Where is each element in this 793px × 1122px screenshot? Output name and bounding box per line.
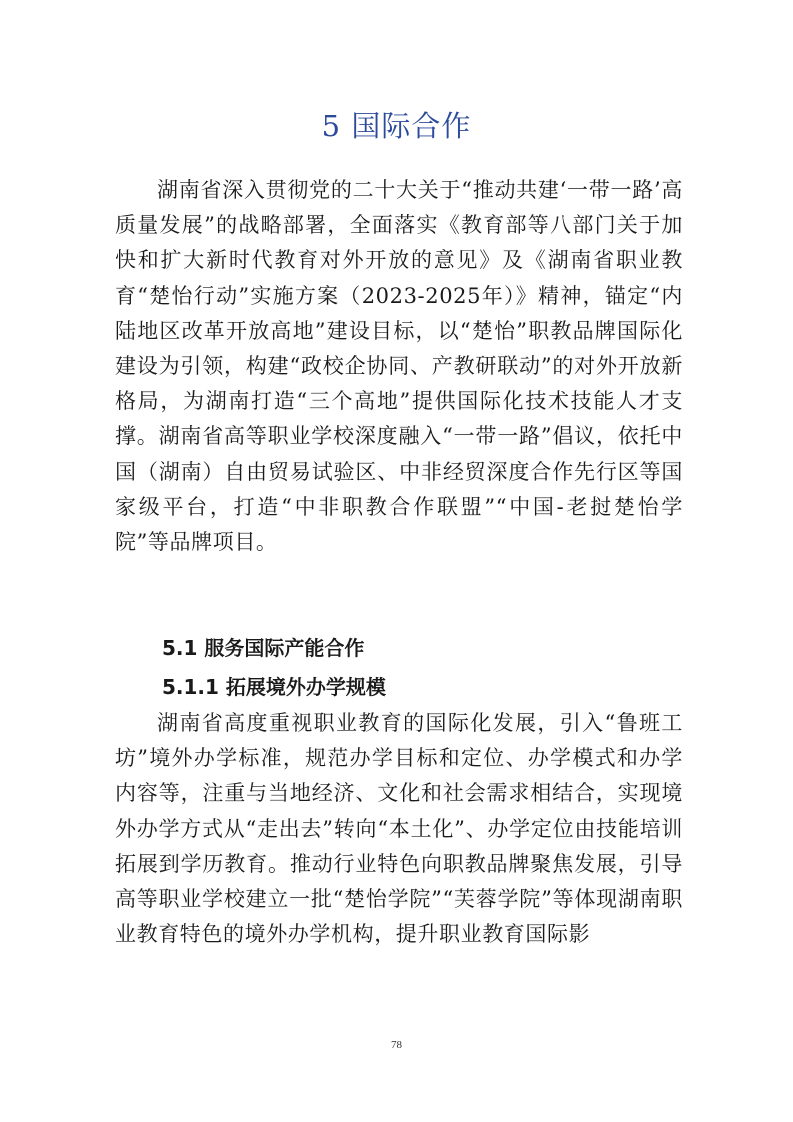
- page-number: 78: [391, 1039, 402, 1051]
- subsection-heading: 5.1.1 拓展境外办学规模: [162, 675, 386, 699]
- chapter-title: 5 国际合作: [321, 109, 472, 143]
- intro-paragraph: 湖南省深入贯彻党的二十大关于“推动共建‘一带一路’高质量发展”的战略部署，全面落实《教育部等八部门关于加快和扩大新时代教育对外开放的意见》及《湖南省职业教育“楚怡行动”实施方案（2023-2025年）》精神，锚定“内陆地区改革开放高地”建设目标，以“楚怡”职教品牌国际化建设为引领，构建“政校企协同、产教研联动”的对外开放新格局，为湖南打造“三个高地”提供国际化技术技能人才支撑。湖南省高等职业学校深度融入“一带一路”倡议，依托中国（湖南）自由贸易试验区、中非经贸深度合作先行区等国家级平台，打造“中非职教合作联盟”“中国-老挝楚怡学院”等品牌项目。: [115, 178, 683, 555]
- section-heading: 5.1 服务国际产能合作: [162, 636, 365, 660]
- body-paragraph: 湖南省高度重视职业教育的国际化发展，引入“鲁班工坊”境外办学标准，规范办学目标和定位、办学模式和办学内容等，注重与当地经济、文化和社会需求相结合，实现境外办学方式从“走出去”转向“本土化”、办学定位由技能培训拓展到学历教育。推动行业特色向职教品牌聚焦发展，引导高等职业学校建立一批“楚怡学院”“芙蓉学院”等体现湖南职业教育特色的境外办学机构，提升职业教育国际影: [115, 711, 683, 947]
